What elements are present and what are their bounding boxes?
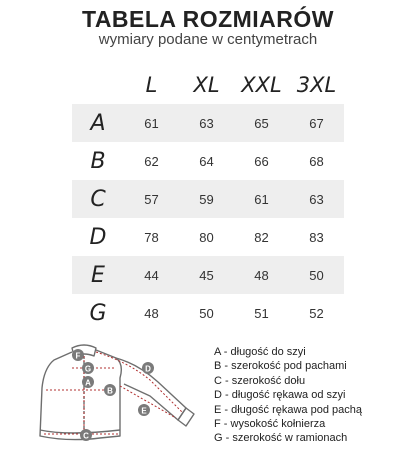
size-column-l: L <box>145 73 158 97</box>
table-cell: 66 <box>254 153 269 169</box>
table-cell: 48 <box>144 305 159 321</box>
table-cell: 61 <box>254 191 269 207</box>
table-cell: 44 <box>144 267 159 283</box>
marker-b-label: B <box>107 386 113 396</box>
table-cell: 50 <box>199 305 214 321</box>
legend-item-g: G - szerokość w ramionach <box>214 432 348 445</box>
jacket-measurement-diagram <box>28 338 208 450</box>
measurement-label: C <box>90 186 106 212</box>
legend-item-c: C - szerokość dołu <box>214 374 306 387</box>
table-cell: 83 <box>309 229 324 245</box>
table-cell: 65 <box>254 115 269 131</box>
table-cell: 48 <box>254 267 269 283</box>
legend-item-a: A - długość do szyi <box>214 346 306 358</box>
size-column-3xl: 3XL <box>296 73 337 97</box>
measurement-label: D <box>89 224 107 250</box>
table-cell: 61 <box>144 115 159 131</box>
table-row <box>72 294 344 332</box>
table-cell: 63 <box>309 191 324 207</box>
table-cell: 57 <box>144 191 159 207</box>
size-table-header <box>72 66 344 104</box>
legend-item-b: B - szerokość pod pachami <box>214 360 347 373</box>
measurement-label: G <box>89 300 107 326</box>
measure-line-d <box>96 352 182 412</box>
table-row <box>72 256 344 294</box>
table-cell: 78 <box>144 229 159 245</box>
jacket-hem <box>40 430 120 433</box>
table-cell: 50 <box>309 267 324 283</box>
table-cell: 45 <box>199 267 214 283</box>
table-row <box>72 142 344 180</box>
marker-d-label: D <box>145 364 151 374</box>
marker-c-label: C <box>83 431 89 441</box>
table-cell: 63 <box>199 115 214 131</box>
table-cell: 62 <box>144 153 159 169</box>
measurement-label: B <box>90 148 106 174</box>
size-column-xl: XL <box>193 73 220 97</box>
table-row <box>72 218 344 256</box>
table-row <box>72 104 344 142</box>
table-cell: 51 <box>254 305 269 321</box>
table-cell: 82 <box>254 229 269 245</box>
table-cell: 52 <box>309 305 324 321</box>
marker-a-label: A <box>85 378 91 388</box>
table-row <box>72 180 344 218</box>
measurement-label: A <box>90 110 106 136</box>
measurement-legend <box>214 345 414 446</box>
size-column-xxl: XXL <box>241 73 282 97</box>
legend-item-d: D - długość rękawa od szyi <box>214 389 346 402</box>
marker-g-label: G <box>84 364 92 374</box>
size-table <box>72 66 344 332</box>
marker-e-label: E <box>141 406 147 416</box>
legend-item-e: E - długość rękawa pod pachą <box>214 403 362 416</box>
page-title: TABELA ROZMIARÓW <box>81 6 334 32</box>
table-cell: 80 <box>199 229 214 245</box>
marker-f-label: F <box>75 351 81 361</box>
table-cell: 67 <box>309 115 324 131</box>
table-cell: 59 <box>199 191 214 207</box>
page-subtitle: wymiary podane w centymetrach <box>98 31 318 48</box>
table-cell: 68 <box>309 153 324 169</box>
table-cell: 64 <box>199 153 214 169</box>
jacket-illustration <box>28 338 208 450</box>
legend-item-f: F - wysokość kołnierza <box>214 418 326 431</box>
measurement-label: E <box>91 262 105 288</box>
